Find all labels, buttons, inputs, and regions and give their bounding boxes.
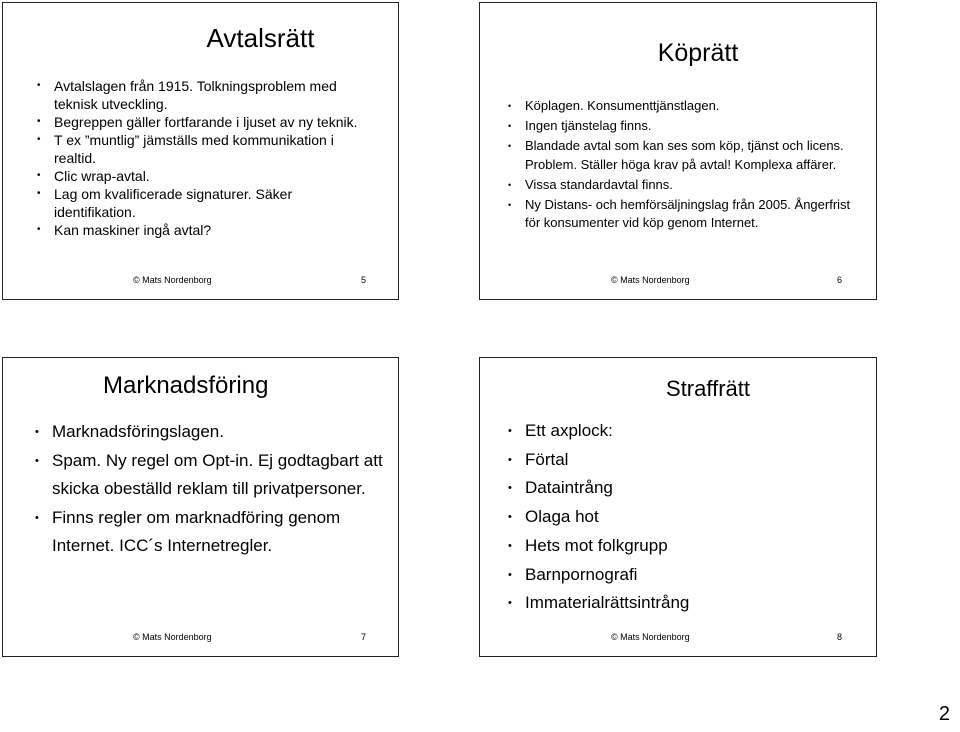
bullet-icon: • [37, 134, 41, 145]
list-item: • Olaga hot [508, 503, 848, 532]
list-item: • Hets mot folkgrupp [508, 532, 848, 561]
slide-number: 7 [361, 632, 367, 642]
bullet-icon: • [508, 425, 512, 437]
bullet-icon: • [508, 539, 512, 552]
bullet-icon: • [508, 597, 512, 610]
list-item: • Förtal [508, 446, 848, 475]
bullet-icon: • [508, 568, 512, 581]
slide-number: 5 [361, 275, 367, 285]
slide-number: 8 [837, 632, 843, 642]
slide-title: Straffrätt [666, 376, 750, 401]
slide-6 [479, 2, 877, 300]
list-item: • Vissa standardavtal finns. [508, 176, 858, 195]
list-item: • Kan maskiner ingå avtal? [37, 222, 212, 238]
bullet-icon: • [508, 141, 512, 151]
bullet-list [35, 418, 385, 561]
slide-number: 6 [837, 275, 843, 285]
list-item: • Finns regler om marknadföring genom Internet. ICC´s Internetregler. [35, 504, 385, 560]
slide-footer-copyright: © Mats Nordenborg [611, 275, 690, 285]
slide-footer-copyright: © Mats Nordenborg [133, 632, 212, 642]
list-item: • Blandade avtal som kan ses som köp, tjänst och licens. Problem. Ställer höga krav på avtal! Komplexa affärer. [508, 138, 844, 172]
list-item: • Lag om kvalificerade signaturer. Säker identifikation. [37, 186, 293, 220]
bullet-icon: • [508, 453, 512, 466]
bullet-icon: • [508, 511, 512, 524]
slide-5 [2, 2, 399, 300]
slide-title: Avtalsrätt [206, 23, 315, 53]
list-item: • Immaterialrättsintrång [508, 589, 848, 618]
slide-footer-copyright: © Mats Nordenborg [133, 275, 212, 285]
bullet-list [508, 97, 858, 234]
list-item: • Dataintrång [508, 474, 848, 503]
list-item: • Spam. Ny regel om Opt-in. Ej godtagbart att skicka obeställd reklam till privatpersoner. [35, 447, 385, 503]
list-item: • Ingen tjänstelag finns. [508, 117, 858, 136]
list-item: • Clic wrap-avtal. [37, 168, 150, 184]
list-item: • Begreppen gäller fortfarande i ljuset av ny teknik. [37, 114, 358, 130]
list-item: • T ex ”muntlig” jämställs med kommunikation i realtid. [37, 132, 334, 166]
list-item: • Avtalslagen från 1915. Tolkningsproblem med teknisk utveckling. [37, 78, 337, 112]
bullet-icon: • [508, 121, 512, 131]
bullet-icon: • [37, 170, 41, 181]
list-item: • Ny Distans- och hemförsäljningslag från 2005. Ångerfrist för konsumenter vid köp genom Internet. [508, 196, 851, 230]
list-item: • Barnpornografi [508, 561, 848, 590]
bullet-icon: • [37, 116, 41, 127]
bullet-icon: • [508, 199, 512, 210]
bullet-icon: • [508, 482, 512, 495]
slide-7 [2, 357, 399, 657]
bullet-icon: • [37, 188, 41, 199]
bullet-icon: • [35, 512, 39, 524]
bullet-list [508, 417, 848, 618]
bullet-icon: • [37, 80, 41, 91]
slide-footer-copyright: © Mats Nordenborg [611, 632, 690, 642]
list-item: • Ett axplock: [508, 417, 848, 446]
bullet-icon: • [508, 179, 512, 190]
slide-title: Köprätt [657, 39, 739, 67]
page-number: 2 [938, 703, 950, 725]
bullet-icon: • [35, 455, 39, 467]
bullet-list [37, 77, 377, 239]
list-item: • Köplagen. Konsumenttjänstlagen. [508, 97, 858, 116]
bullet-icon: • [35, 426, 39, 438]
bullet-icon: • [508, 101, 512, 111]
slide-8 [479, 357, 877, 657]
list-item: • Marknadsföringslagen. [35, 418, 385, 446]
slide-title: Marknadsföring [103, 372, 269, 399]
bullet-icon: • [37, 224, 41, 235]
